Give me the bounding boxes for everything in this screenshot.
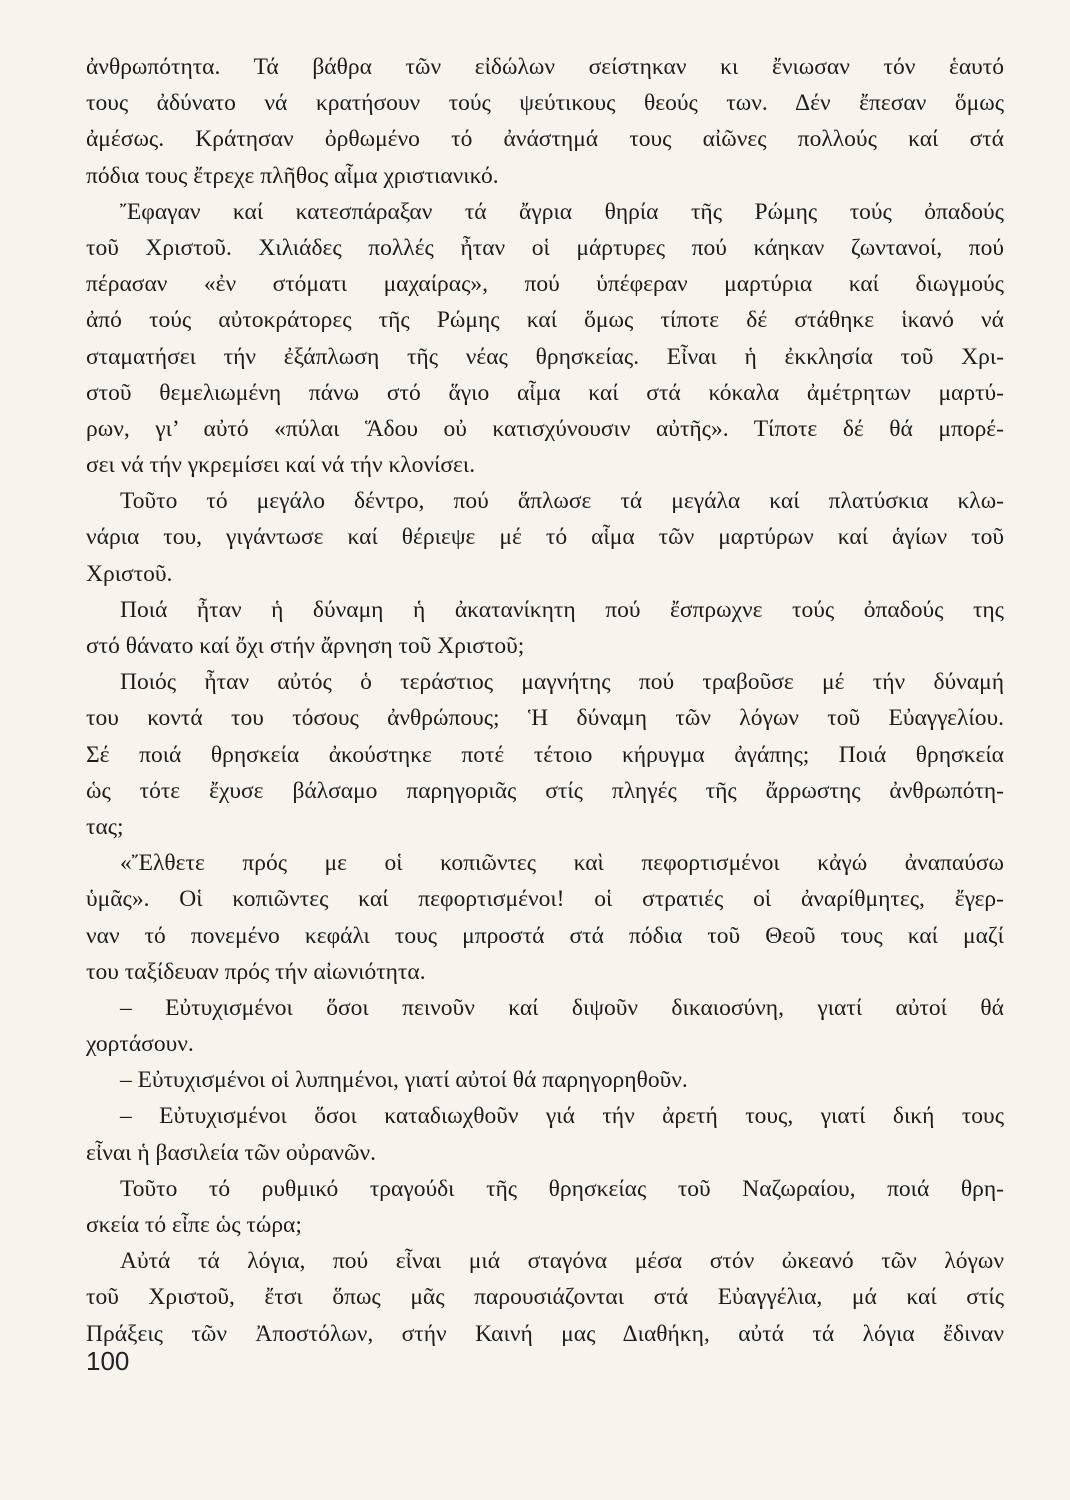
text-line: Ποιός ἦταν αὐτός ὁ τεράστιος μαγνήτης πού τραβοῦσε μέ τήν δύναμή [120,669,1004,696]
text-line: ρων, γι’ αὐτό «πύλαι Ἅδου οὐ κατισχύνουσιν αὐτῆς». Τίποτε δέ θά μπορέ- [86,415,1004,442]
text-line: Ποιά ἦταν ἡ δύναμη ἡ ἀκατανίκητη πού ἔσπρωχνε τούς ὀπαδούς της [120,596,1004,623]
text-line: πόδια τους ἔτρεχε πλῆθος αἷμα χριστιανικό. [86,162,499,189]
text-line: εἶναι ἡ βασιλεία τῶν οὐρανῶν. [86,1139,376,1166]
text-line: στό θάνατο καί ὄχι στήν ἄρνηση τοῦ Χριστοῦ; [86,633,525,659]
text-line: νάρια του, γιγάντωσε καί θέριεψε μέ τό αἷμα τῶν μαρτύρων καί ἁγίων τοῦ [86,524,1004,551]
text-line: Αὐτά τά λόγια, πού εἶναι μιά σταγόνα μέσα στόν ὠκεανό τῶν λόγων [120,1248,1004,1275]
text-line: του ταξίδευαν πρός τήν αἰωνιότητα. [86,958,426,985]
text-line: ἀνθρωπότητα. Τά βάθρα τῶν εἰδώλων σείστηκαν κι ἔνιωσαν τόν ἑαυτό [86,54,1004,80]
text-line: τοῦ Χριστοῦ, ἔτσι ὅπως μᾶς παρουσιάζονται στά Εὐαγγέλια, μά καί στίς [86,1284,1004,1311]
text-line: τοῦ Χριστοῦ. Χιλιάδες πολλές ἦταν οἱ μάρτυρες πού κάηκαν ζωντανοί, πού [86,234,1004,261]
text-line: ἀπό τούς αὐτοκράτορες τῆς Ρώμης καί ὅμως τίποτε δέ στάθηκε ἱκανό νά [86,307,1004,334]
text-line: ἀμέσως. Κράτησαν ὀρθωμένο τό ἀνάστημά τους αἰῶνες πολλούς καί στά [86,126,1004,153]
text-line: Σέ ποιά θρησκεία ἀκούστηκε ποτέ τέτοιο κήρυγμα ἀγάπης; Ποιά θρησκεία [86,741,1004,768]
text-line: σταματήσει τήν ἐξάπλωση τῆς νέας θρησκείας. Εἶναι ἡ ἐκκλησία τοῦ Χρι- [86,343,1004,370]
page-body-text [86,49,1004,1352]
text-line: πέρασαν «ἐν στόματι μαχαίρας», πού ὑπέφεραν μαρτύρια καί διωγμούς [86,271,1004,298]
text-line: – Εὐτυχισμένοι ὅσοι πεινοῦν καί διψοῦν δικαιοσύνη, γιατί αὐτοί θά [120,994,1004,1021]
text-line: σει νά τήν γκρεμίσει καί νά τήν κλονίσει. [86,452,476,479]
text-line: τους ἀδύνατο νά κρατήσουν τούς ψεύτικους θεούς των. Δέν ἔπεσαν ὅμως [86,90,1004,117]
text-line: Τοῦτο τό μεγάλο δέντρο, πού ἅπλωσε τά μεγάλα καί πλατύσκια κλω- [120,488,1004,515]
text-line: χορτάσουν. [86,1031,194,1058]
text-line: ὡς τότε ἔχυσε βάλσαμο παρηγοριᾶς στίς πληγές τῆς ἄρρωστης ἀνθρωπότη- [86,777,1004,804]
text-line: Πράξεις τῶν Ἀποστόλων, στήν Καινή μας Διαθήκη, αὐτά τά λόγια ἔδιναν [86,1320,1004,1347]
text-line: Χριστοῦ. [86,560,173,587]
text-line: σκεία τό εἶπε ὡς τώρα; [86,1212,302,1238]
text-line: στοῦ θεμελιωμένη πάνω στό ἅγιο αἷμα καί στά κόκαλα ἀμέτρητων μαρτύ- [86,379,1004,406]
text-line: – Εὐτυχισμένοι οἱ λυπημένοι, γιατί αὐτοί θά παρηγορηθοῦν. [120,1067,688,1094]
text-line: ὑμᾶς». Οἱ κοπιῶντες καί πεφορτισμένοι! οἱ στρατιές οἱ ἀναρίθμητες, ἔγερ- [86,886,1004,913]
text-line: ναν τό πονεμένο κεφάλι τους μπροστά στά πόδια τοῦ Θεοῦ τους καί μαζί [86,922,1004,949]
text-line: Ἔφαγαν καί κατεσπάραξαν τά ἄγρια θηρία τῆς Ρώμης τούς ὀπαδούς [120,198,1004,225]
text-line: του κοντά του τόσους ἀνθρώπους; Ἡ δύναμη τῶν λόγων τοῦ Εὐαγγελίου. [86,705,1004,732]
text-line: – Εὐτυχισμένοι ὅσοι καταδιωχθοῦν γιά τήν ἀρετή τους, γιατί δική τους [120,1103,1004,1130]
text-line: «Ἔλθετε πρός με οἱ κοπιῶντες καὶ πεφορτισμένοι κἀγώ ἀναπαύσω [120,850,1004,877]
text-line: τας; [86,813,124,840]
page-number: 100 [86,1346,130,1376]
text-line: Τοῦτο τό ρυθμικό τραγούδι τῆς θρησκείας τοῦ Ναζωραίου, ποιά θρη- [120,1175,1004,1202]
